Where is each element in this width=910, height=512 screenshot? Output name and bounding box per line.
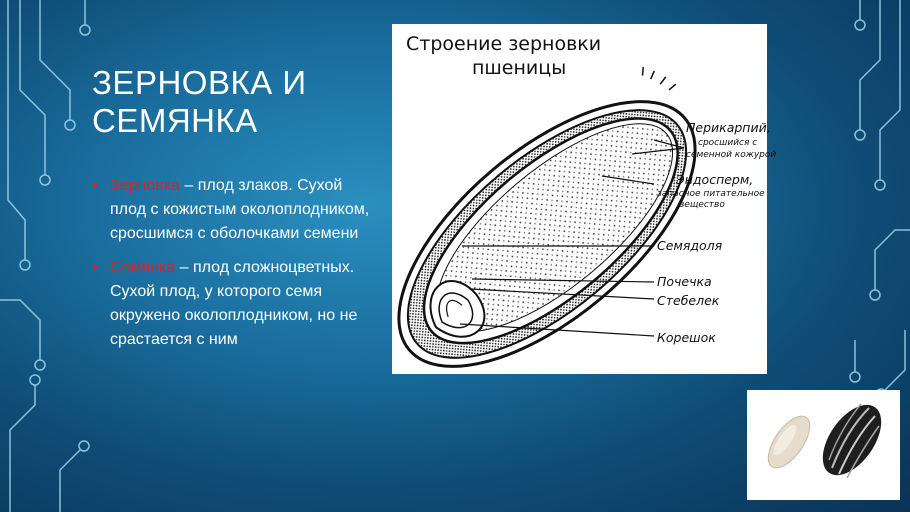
label-pericarp: Перикарпий, (686, 120, 771, 135)
label-endosperm-sub1: запасное питательное (657, 189, 765, 199)
bullet-term: Зерновка (110, 177, 180, 194)
peeled-seed-image (760, 409, 817, 474)
label-pericarp-sub1: сросшийся с (698, 138, 758, 148)
label-cotyledon: Семядоля (657, 238, 723, 253)
seeds-photo (747, 390, 900, 500)
diagram-title-line1: Строение зерновки (406, 33, 602, 55)
wheat-grain-diagram (392, 24, 777, 374)
label-root: Корешок (657, 330, 716, 345)
bullet-item (92, 174, 377, 246)
slide-title: ЗЕРНОВКА И СЕМЯНКА (92, 64, 307, 139)
bullet-item (92, 256, 377, 352)
label-bud: Почечка (657, 274, 712, 289)
sunflower-seed-image (811, 395, 893, 486)
bullet-marker-icon: • (92, 177, 98, 194)
bullet-marker-icon: • (92, 259, 98, 276)
diagram-title-line2: пшеницы (472, 57, 567, 79)
label-stem: Стебелек (657, 293, 720, 308)
grain-illustration (355, 44, 750, 414)
label-endosperm-sub2: вещество (679, 200, 725, 210)
label-pericarp-sub2: семенной кожурой (686, 150, 777, 160)
bullet-text: – плод сложноцветных. Сухой плод, у которого семя окружено околоплодником, но не срастается с ним (110, 259, 358, 348)
bullet-text: – плод злаков. Сухой плод с кожистым околоплодником, сросшимся с оболочками семени (110, 177, 370, 242)
label-endosperm: Эндосперм, (676, 172, 754, 187)
bullet-term: Семянка (110, 259, 176, 276)
bullet-list (92, 174, 377, 362)
